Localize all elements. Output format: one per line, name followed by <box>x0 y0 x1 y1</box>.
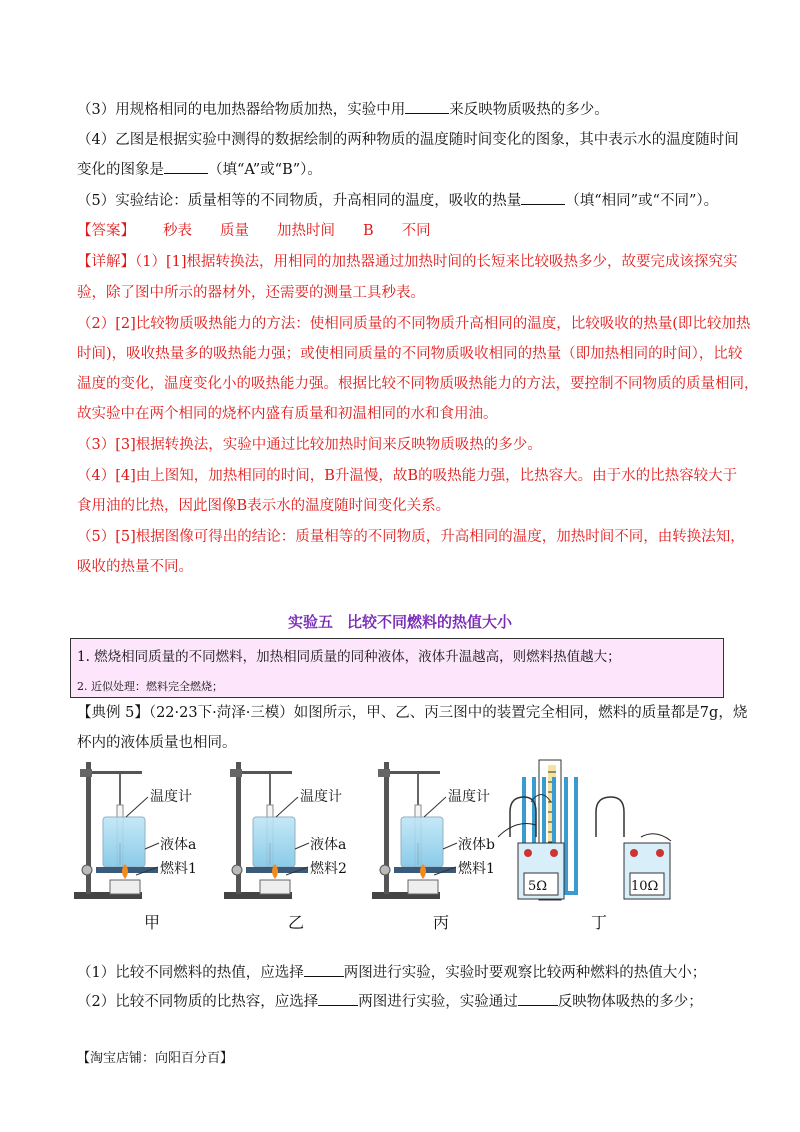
detail-line: （5）[5]根据图像可得出的结论：质量相等的不同物质，升高相同的温度，加热时间不同，由转换法知， <box>77 529 745 545</box>
answer-blank <box>405 99 449 114</box>
fuel-label: 燃料1 <box>160 861 197 877</box>
resistor-label: 5Ω <box>528 879 548 894</box>
example-line1: 【典例 5】（22·23下·菏泽·三模）如图所示，甲、乙、丙三图中的装置完全相同，燃料的质量都是7g，烧 <box>77 705 748 721</box>
liquid-label: 液体b <box>458 837 495 853</box>
answer-blank <box>304 962 344 977</box>
apparatus-bing <box>372 762 495 899</box>
apparatus-jia <box>74 762 197 899</box>
caption-yi: 乙 <box>288 913 305 932</box>
question-5: （5）实验结论：质量相等的不同物质，升高相同的温度，吸收的热量 （填“相同”或“不同”）。 <box>77 190 718 211</box>
detail-line: （4）[4]由上图知，加热相同的时间，B升温慢，故B的吸热能力强，比热容大。由于水的比热容较大于 <box>77 468 738 484</box>
thermometer-label: 温度计 <box>300 789 342 805</box>
detail-line: 验，除了图中所示的器材外，还需要的测量工具秒表。 <box>77 285 425 301</box>
answer-blank <box>518 991 558 1006</box>
detail-line: （3）[3]根据转换法，实验中通过比较加热时间来反映物质吸热的多少。 <box>77 437 542 453</box>
detail-line: 食用油的比热，因此图像B表示水的温度随时间变化关系。 <box>77 498 451 514</box>
liquid-label: 液体a <box>310 837 347 853</box>
answer-blank <box>318 991 358 1006</box>
caption-ding: 丁 <box>591 913 608 932</box>
note-2: 2. 近似处理：燃料完全燃烧； <box>77 680 223 693</box>
caption-jia: 甲 <box>144 913 161 932</box>
fuel-label: 燃料1 <box>458 861 495 877</box>
thermometer-label: 温度计 <box>448 789 490 805</box>
thermometer-label: 温度计 <box>150 789 192 805</box>
detail-line: （2）[2]比较物质吸热能力的方法：使相同质量的不同物质升高相同的温度，比较吸收的热量(即比较加热 <box>77 316 751 332</box>
detail-line: 时间)，吸收热量多的吸热能力强；或使相同质量的不同物质吸收相同的热量（即加热相同的时间），比较 <box>77 346 743 362</box>
sub-question-1: （1）比较不同燃料的热值，应选择 两图进行实验，实验时要观察比较两种燃料的热值大小； <box>77 962 706 983</box>
question-3: （3）用规格相同的电加热器给物质加热，实验中用 来反映物质吸热的多少。 <box>77 99 609 120</box>
question-4-line2: 变化的图象是 （填“A”或“B”）。 <box>77 159 322 180</box>
caption-bing: 丙 <box>433 913 450 932</box>
experiment-figure <box>66 757 706 937</box>
fuel-label: 燃料2 <box>310 861 347 877</box>
footer-shop: 【淘宝店铺：向阳百分百】 <box>77 1051 234 1066</box>
apparatus-yi <box>224 762 347 899</box>
sub-question-2: （2）比较不同物质的比热容，应选择 两图进行实验，实验通过 反映物体吸热的多少； <box>77 991 703 1012</box>
liquid-label: 液体a <box>160 837 197 853</box>
note-1: 1. 燃烧相同质量的不同燃料，加热相同质量的同种液体，液体升温越高，则燃料热值越大； <box>77 649 621 665</box>
section-title: 实验五 比较不同燃料的热值大小 <box>287 613 513 631</box>
notes-box <box>70 638 724 698</box>
detail-line: 吸收的热量不同。 <box>77 559 193 575</box>
answer-blank <box>164 159 208 174</box>
detail-line: 温度的变化，温度变化小的吸热能力强。根据比较不同物质吸热能力的方法，要控制不同物质的质量相同， <box>77 376 759 392</box>
example-line2: 杯内的液体质量也相同。 <box>77 735 237 751</box>
detail-line: 故实验中在两个相同的烧杯内盛有质量和初温相同的水和食用油。 <box>77 406 498 422</box>
question-4-line1: （4）乙图是根据实验中测得的数据绘制的两种物质的温度随时间变化的图象，其中表示水的温度随时间 <box>77 132 739 148</box>
detail-line: 【详解】（1）[1]根据转换法，用相同的加热器通过加热时间的长短来比较吸热多少，故要完成该探究实 <box>77 254 738 270</box>
answer-blank <box>521 190 565 205</box>
resistor-label: 10Ω <box>631 879 659 894</box>
answer-line: 【答案】 秒表 质量 加热时间 B 不同 <box>77 223 431 239</box>
apparatus-ding <box>498 760 671 900</box>
